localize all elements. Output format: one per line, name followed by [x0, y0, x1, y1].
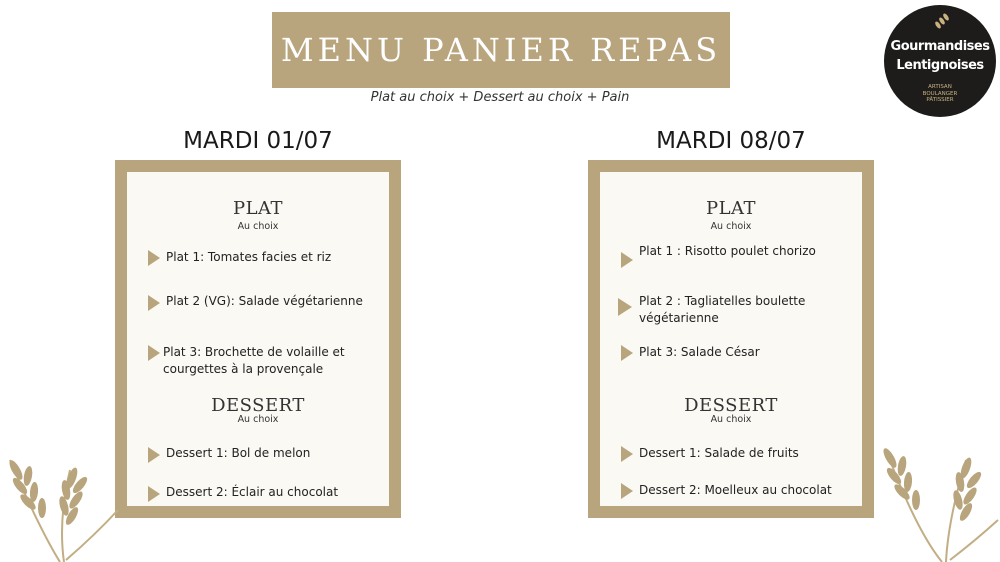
plat-item: Plat 3: Brochette de volaille et courgettes à la provençale: [163, 345, 345, 376]
menu-banner: [272, 12, 730, 88]
menu-card-body: [127, 172, 389, 506]
wheat-decoration-right: [876, 440, 1000, 562]
plat-item: Plat 3: Salade César: [639, 345, 760, 359]
dessert-item: Dessert 1: Bol de melon: [166, 446, 311, 460]
dessert-item: Dessert 2: Moelleux au chocolat: [639, 483, 832, 497]
day-title-2: MARDI 08/07: [656, 128, 806, 154]
plat-item: Plat 1 : Risotto poulet chorizo: [639, 244, 816, 258]
plat-item: Plat 2 (VG): Salade végétarienne: [166, 294, 363, 308]
bullet-arrow-icon: [148, 295, 160, 311]
bullet-arrow-icon: [621, 446, 633, 462]
section-title-plat: PLAT: [705, 198, 757, 219]
brand-tagline-3: PÂTISSIER: [926, 97, 954, 103]
brand-tagline-1: ARTISAN: [928, 84, 952, 90]
bullet-arrow-icon: [148, 486, 160, 502]
brand-tagline-2: BOULANGER: [922, 90, 958, 97]
dessert-item: Dessert 1: Salade de fruits: [639, 446, 799, 460]
bullet-arrow-icon: [618, 298, 632, 316]
brand-logo: [884, 5, 996, 117]
menu-card-2: [588, 160, 874, 518]
section-title-dessert: DESSERT: [684, 395, 778, 416]
section-subtitle: Au choix: [710, 221, 752, 232]
wheat-icon: [932, 13, 952, 31]
menu-subtitle: Plat au choix + Dessert au choix + Pain: [370, 90, 630, 105]
bullet-arrow-icon: [621, 345, 633, 361]
bullet-arrow-icon: [148, 250, 160, 266]
section-subtitle: Au choix: [710, 414, 752, 425]
plat-item: Plat 1: Tomates facies et riz: [166, 250, 332, 264]
menu-card-body: [600, 172, 862, 506]
menu-card-1: [115, 160, 401, 518]
bullet-arrow-icon: [148, 345, 160, 361]
plat-item: Plat 2 : Tagliatelles boulette végétarienne: [639, 294, 806, 325]
section-subtitle: Au choix: [237, 414, 279, 425]
dessert-item: Dessert 2: Éclair au chocolat: [166, 485, 339, 499]
section-title-plat: PLAT: [232, 198, 284, 219]
brand-tagline: [884, 84, 996, 104]
section-subtitle: Au choix: [237, 221, 279, 232]
day-title-1: MARDI 01/07: [183, 128, 333, 154]
brand-name-line1: Gourmandises: [890, 39, 990, 54]
bullet-arrow-icon: [621, 252, 633, 268]
section-title-dessert: DESSERT: [211, 395, 305, 416]
menu-title: MENU PANIER REPAS: [280, 31, 722, 69]
bullet-arrow-icon: [148, 447, 160, 463]
brand-name-line2: Lentignoises: [896, 58, 984, 73]
bullet-arrow-icon: [621, 483, 633, 499]
wheat-decoration-left: [0, 440, 120, 562]
